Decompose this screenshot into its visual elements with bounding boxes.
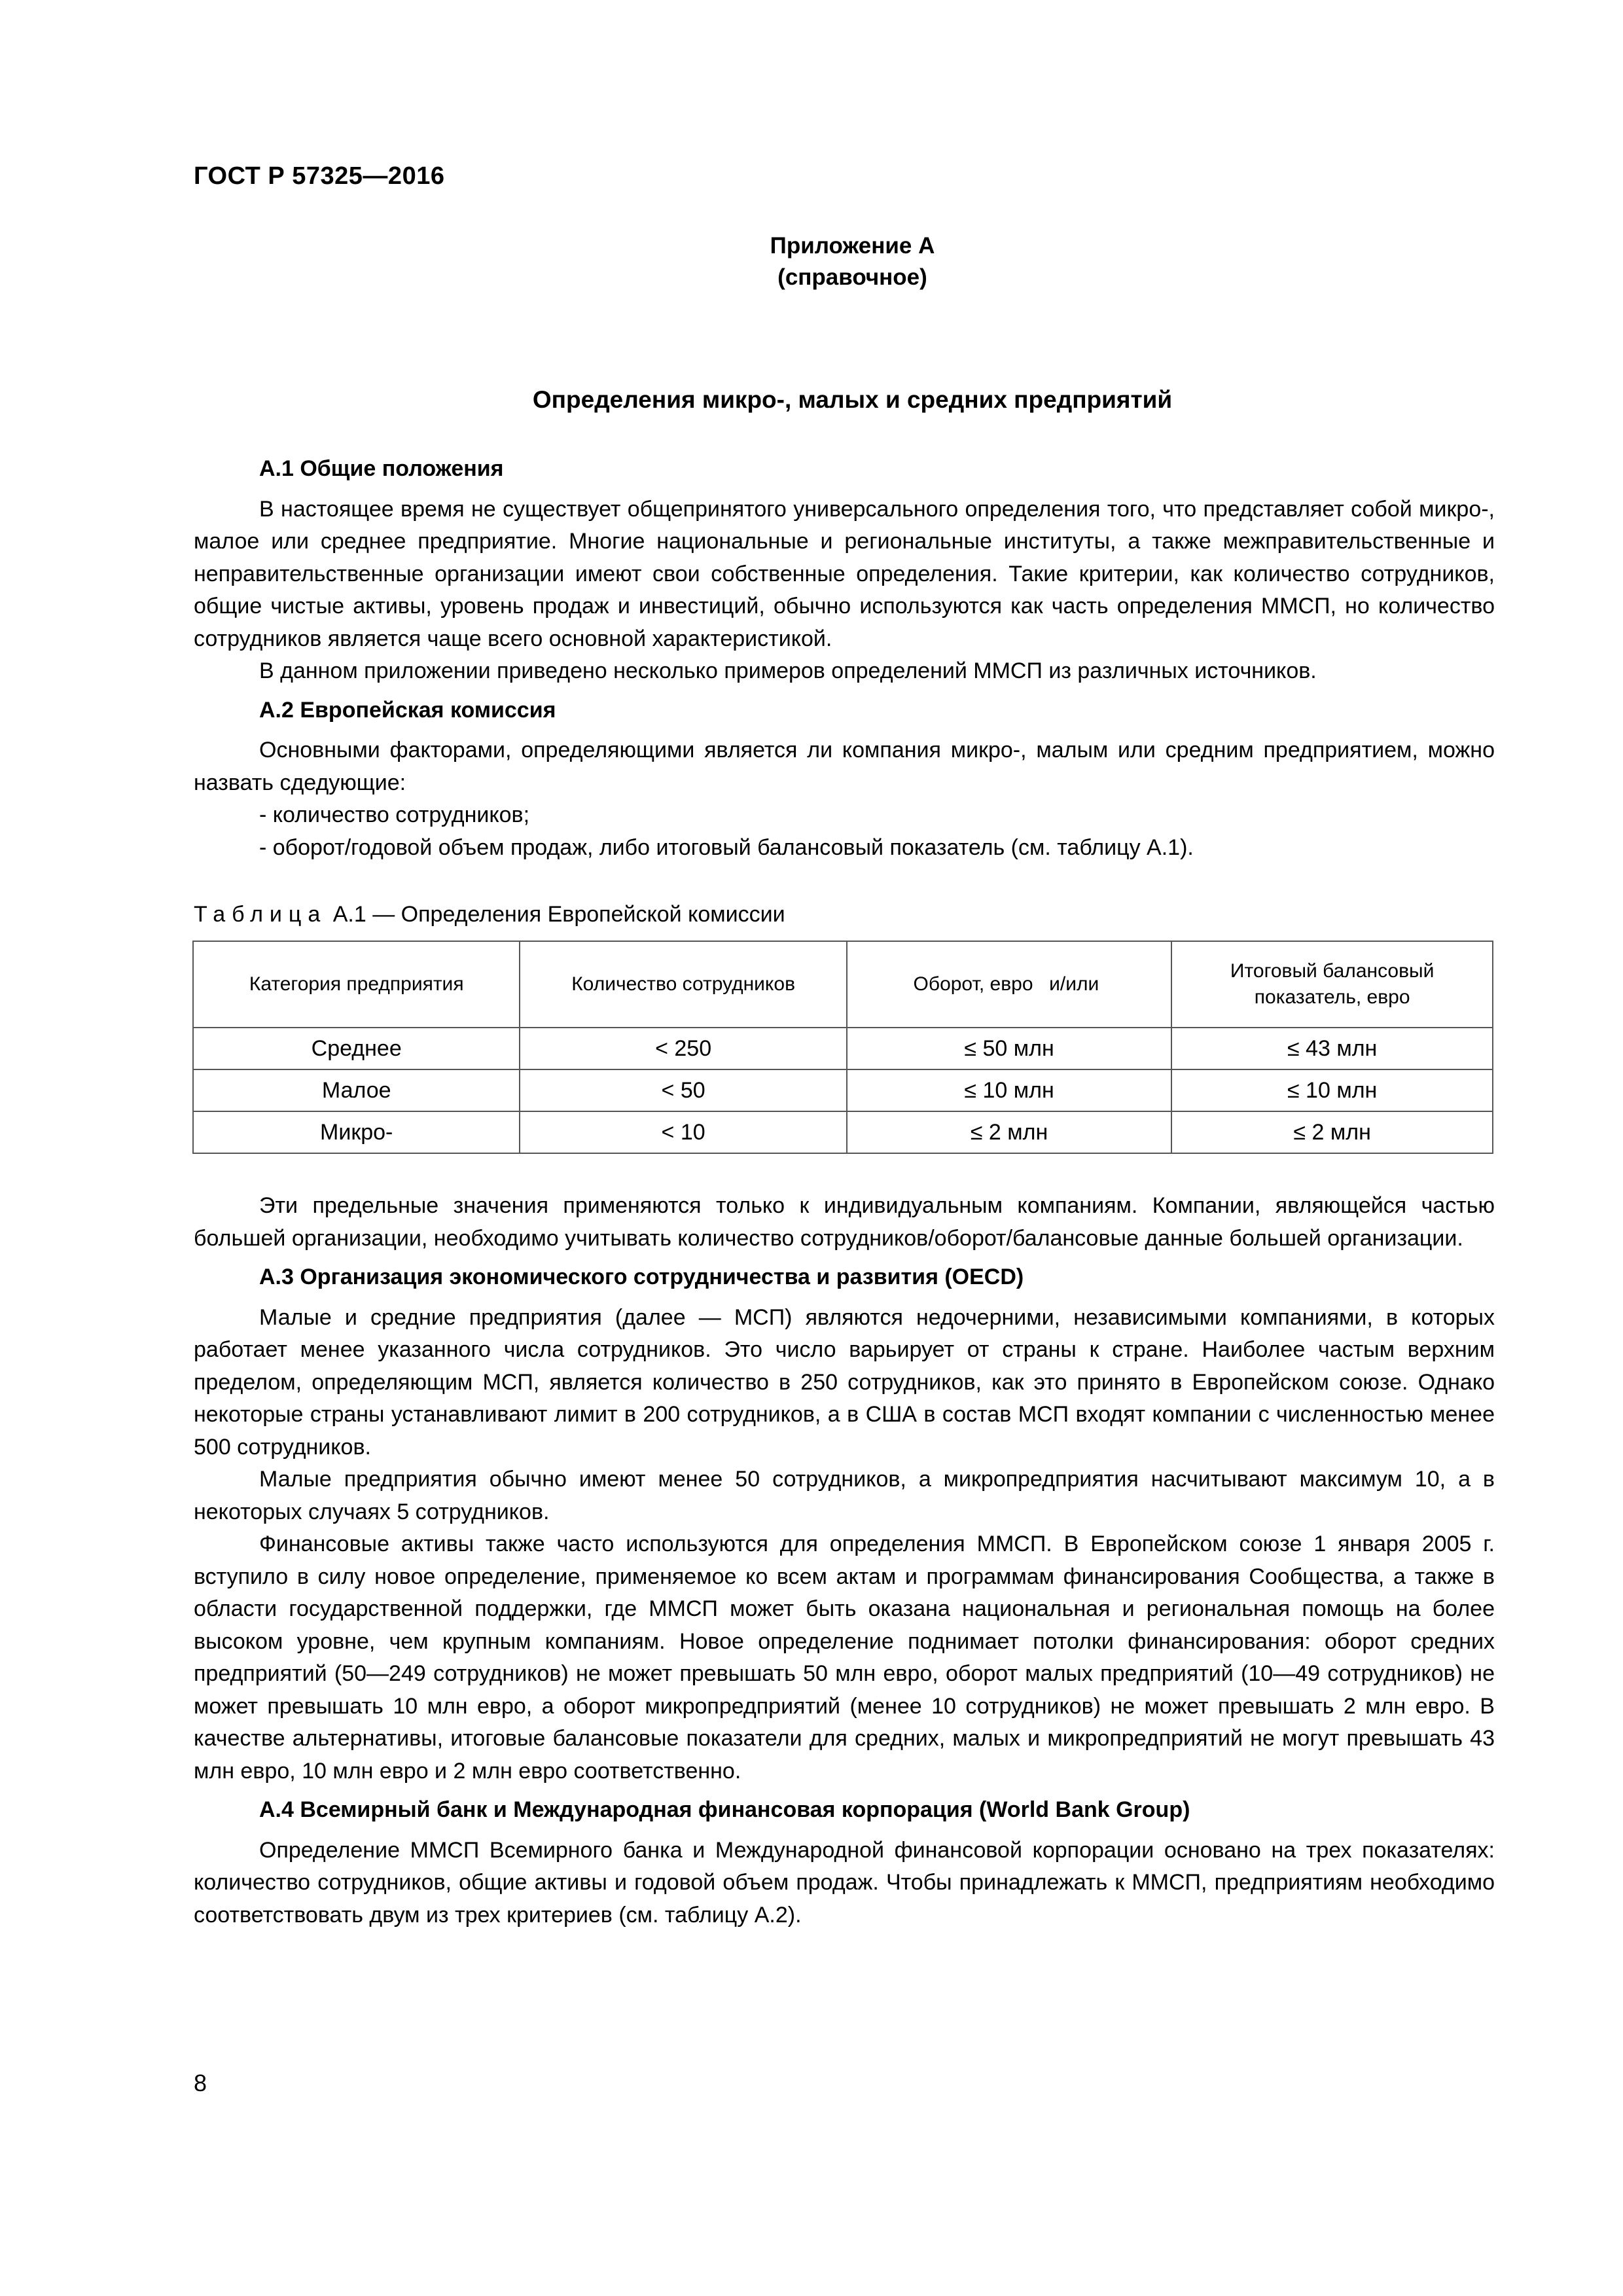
content-lower — [194, 1190, 1495, 1931]
paragraph: Малые предприятия обычно имеют менее 50 сотрудников, а микропредприятия насчитывают максимум 10, а в некоторых случаях 5 сотрудников. — [194, 1467, 1495, 1524]
header-andor: и/или — [1049, 973, 1099, 995]
cell-category: Среднее — [193, 1028, 520, 1069]
cell-turnover: ≤ 50 млн — [847, 1028, 1171, 1069]
section-heading-a3: А.3 Организация экономического сотрудничества и развития (OECD) — [259, 1265, 1024, 1289]
standard-code: ГОСТ Р 57325—2016 — [194, 162, 445, 190]
cell-balance: ≤ 43 млн — [1171, 1028, 1493, 1069]
header-balance: Итоговый балансовый показатель, евро — [1171, 941, 1493, 1028]
header-category: Категория предприятия — [193, 941, 520, 1028]
appendix-title: Приложение А — [770, 233, 935, 259]
appendix-subtitle: (справочное) — [777, 264, 927, 290]
section-heading-a1: А.1 Общие положения — [259, 456, 504, 481]
table-caption — [194, 902, 785, 927]
cell-category: Микро- — [193, 1111, 520, 1153]
section-heading-a4: А.4 Всемирный банк и Международная финансовая корпорация (World Bank Group) — [259, 1797, 1190, 1822]
paragraph: Малые и средние предприятия (далее — МСП) являются недочерними, независимыми компаниями, в которых работает менее указанного числа сотрудников. Это число варьирует от страны к стране. Наиболее частым верхним пределом, определяющим МСП, является количество в 250 сотрудников, как это принято в Европейском союзе. Однако некоторые страны устанавливают лимит в 200 сотрудников, а в США в состав МСП входят компании с численностью менее 500 сотрудников. — [194, 1304, 1495, 1460]
cell-balance: ≤ 2 млн — [1171, 1111, 1493, 1153]
table-row — [193, 1069, 1493, 1111]
content-upper — [194, 453, 1495, 864]
cell-employees: < 50 — [520, 1069, 846, 1111]
paragraph: В данном приложении приведено несколько примеров определений ММСП из различных источников. — [259, 658, 1317, 683]
paragraph: В настоящее время не существует общепринятого универсального определения того, что представляет собой микро-, малое или среднее предприятие. Многие национальные и региональные институты, а также межправительственные и неправительственные организации имеют свои собственные определения. Такие критерии, как количество сотрудников, общие чистые активы, уровень продаж и инвестиций, обычно используются как часть определения ММСП, но количество сотрудников является чаще всего основной характеристикой. — [194, 496, 1495, 651]
cell-turnover: ≤ 2 млн — [847, 1111, 1171, 1153]
paragraph: Эти предельные значения применяются только к индивидуальным компаниям. Компании, являющейся частью большей организации, необходимо учитывать количество сотрудников/оборот/балансовые данные большей организации. — [194, 1193, 1495, 1251]
paragraph: Основными факторами, определяющими является ли компания микро-, малым или средним предприятием, можно назвать сдедующие: — [194, 738, 1495, 795]
list-item: - количество сотрудников; — [259, 802, 530, 827]
definitions-table — [192, 941, 1493, 1154]
header-turnover-label: Оборот, евро — [913, 973, 1033, 995]
table-caption-prefix: Таблица — [194, 902, 327, 927]
table-caption-text: А.1 — Определения Европейской комиссии — [327, 902, 785, 927]
paragraph: Финансовые активы также часто используются для определения ММСП. В Европейском союзе 1 января 2005 г. вступило в силу новое определение, применяемое ко всем актам и программам финансирования Сообщества, а также в области государственной поддержки, где ММСП может быть оказана национальная и региональная помощь на более высоком уровне, чем крупным компаниям. Новое определение поднимает потолки финансирования: оборот средних предприятий (50—249 сотрудников) не может превышать 50 млн евро, оборот малых предприятий (10—49 сотрудников) не может превышать 10 млн евро, а оборот микропредприятий (менее 10 сотрудников) не может превышать 2 млн евро. В качестве альтернативы, итоговые балансовые показатели для средних, малых и микропредприятий не могут превышать 43 млн евро, 10 млн евро и 2 млн евро соответственно. — [194, 1532, 1495, 1784]
list-item: - оборот/годовой объем продаж, либо итоговый балансовый показатель (см. таблицу А.1). — [259, 834, 1194, 860]
header-turnover — [847, 941, 1171, 1028]
section-heading-a2: А.2 Европейская комиссия — [259, 697, 556, 723]
cell-category: Малое — [193, 1069, 520, 1111]
table-header-row — [193, 941, 1493, 1028]
page-number: 8 — [194, 2070, 207, 2096]
cell-employees: < 250 — [520, 1028, 846, 1069]
appendix-label — [0, 230, 1623, 293]
cell-employees: < 10 — [520, 1111, 846, 1153]
paragraph: Определение ММСП Всемирного банка и Международной финансовой корпорации основано на трех показателях: количество сотрудников, общие активы и годовой объем продаж. Чтобы принадлежать к ММСП, предприятиям необходимо соответствовать двум из трех критериев (см. таблицу А.2). — [194, 1837, 1495, 1928]
table-row — [193, 1111, 1493, 1153]
page-title: Определения микро-, малых и средних предприятий — [532, 386, 1173, 413]
table-row — [193, 1028, 1493, 1069]
cell-balance: ≤ 10 млн — [1171, 1069, 1493, 1111]
header-employees: Количество сотрудников — [520, 941, 846, 1028]
cell-turnover: ≤ 10 млн — [847, 1069, 1171, 1111]
